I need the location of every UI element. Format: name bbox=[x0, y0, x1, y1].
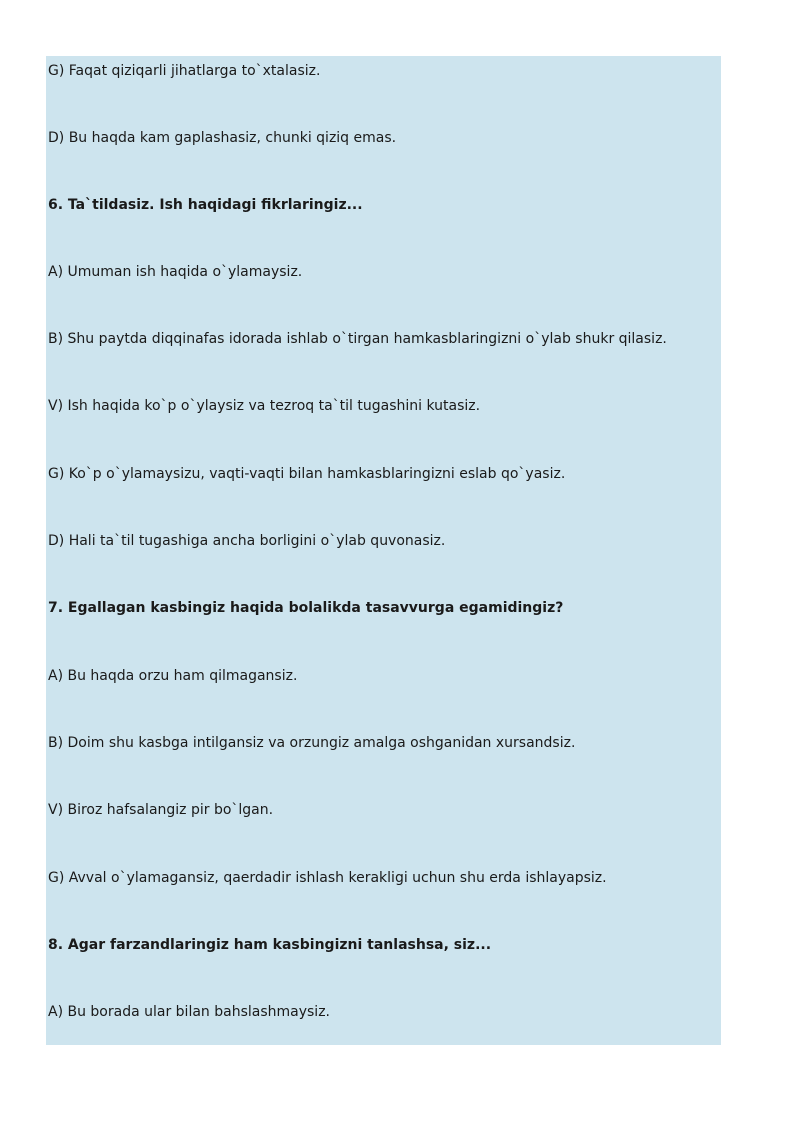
question-8: 8. Agar farzandlaringiz ham kasbingizni tanlashsa, siz... bbox=[48, 937, 492, 953]
line-14: A) Bu borada ular bilan bahslashmaysiz. bbox=[48, 1004, 330, 1020]
question-6: 6. Ta`tildasiz. Ish haqidagi fikrlaringiz... bbox=[48, 197, 363, 213]
line-1: D) Bu haqda kam gaplashasiz, chunki qiziq emas. bbox=[48, 130, 397, 146]
line-3: A) Umuman ish haqida o`ylamaysiz. bbox=[48, 264, 303, 280]
question-7: 7. Egallagan kasbingiz haqida bolalikda tasavvurga egamidingiz? bbox=[48, 600, 564, 616]
line-11: V) Biroz hafsalangiz pir bo`lgan. bbox=[48, 802, 274, 818]
line-0: G) Faqat qiziqarli jihatlarga to`xtalasiz. bbox=[48, 63, 321, 79]
line-7: D) Hali ta`til tugashiga ancha borligini o`ylab quvonasiz. bbox=[48, 533, 446, 549]
line-4: B) Shu paytda diqqinafas idorada ishlab o`tirgan hamkasblaringizni o`ylab shukr qilasiz. bbox=[48, 331, 667, 347]
line-10: B) Doim shu kasbga intilgansiz va orzungiz amalga oshganidan xursandsiz. bbox=[48, 735, 576, 751]
line-12: G) Avval o`ylamagansiz, qaerdadir ishlash kerakligi uchun shu erda ishlayapsiz. bbox=[48, 870, 607, 886]
line-5: V) Ish haqida ko`p o`ylaysiz va tezroq ta`til tugashini kutasiz. bbox=[48, 398, 481, 414]
line-9: A) Bu haqda orzu ham qilmagansiz. bbox=[48, 668, 298, 684]
line-6: G) Ko`p o`ylamaysizu, vaqti-vaqti bilan hamkasblaringizni eslab qo`yasiz. bbox=[48, 466, 566, 482]
